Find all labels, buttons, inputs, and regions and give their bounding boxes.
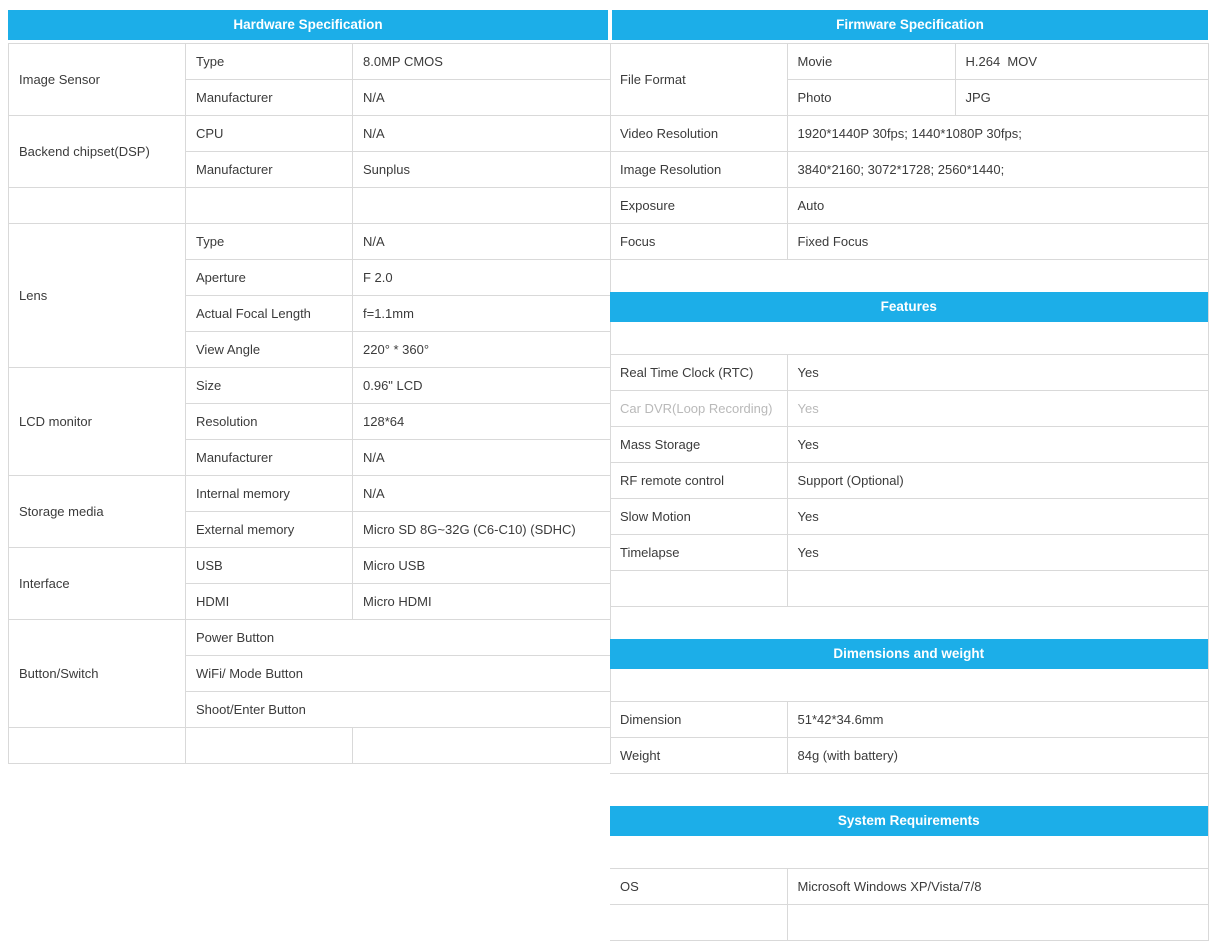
table-row xyxy=(610,499,1208,535)
spec-label-cell: USB xyxy=(186,548,353,584)
spec-label-cell: External memory xyxy=(186,512,353,548)
spec-label-cell: Photo xyxy=(787,80,955,116)
empty-cell xyxy=(610,905,787,941)
firmware-table xyxy=(610,43,1209,941)
spec-value-cell: Auto xyxy=(787,188,1208,224)
spec-label-cell: Internal memory xyxy=(186,476,353,512)
spec-value-cell: 84g (with battery) xyxy=(787,738,1208,774)
system-section-header: System Requirements xyxy=(610,806,1208,836)
spec-label-cell: Type xyxy=(186,44,353,80)
empty-cell xyxy=(9,728,186,764)
empty-cell xyxy=(186,188,353,224)
table-row xyxy=(610,116,1208,152)
spec-value-cell: Micro USB xyxy=(353,548,611,584)
spec-value-cell: 8.0MP CMOS xyxy=(353,44,611,80)
spec-value-cell: Micro HDMI xyxy=(353,584,611,620)
spec-label-cell: Manufacturer xyxy=(186,152,353,188)
table-row xyxy=(610,355,1208,391)
spec-label-cell: WiFi/ Mode Button xyxy=(186,656,611,692)
spec-label-cell: Slow Motion xyxy=(610,499,787,535)
spec-value-cell: N/A xyxy=(353,116,611,152)
spec-value-cell: Yes xyxy=(787,355,1208,391)
spec-value-cell: H.264 MOV xyxy=(955,44,1208,80)
table-row xyxy=(610,391,1208,427)
spec-sheet xyxy=(8,10,1208,941)
spec-label-cell: Shoot/Enter Button xyxy=(186,692,611,728)
spec-value-cell: N/A xyxy=(353,476,611,512)
table-row xyxy=(9,116,611,152)
spec-value-cell: 220° * 360° xyxy=(353,332,611,368)
table-row xyxy=(9,728,611,764)
category-cell: LCD monitor xyxy=(9,368,186,476)
spec-label-cell: Video Resolution xyxy=(610,116,787,152)
spec-value-cell: Yes xyxy=(787,499,1208,535)
table-row xyxy=(610,738,1208,774)
firmware-panel xyxy=(610,10,1208,941)
features-band-cell xyxy=(610,260,1208,355)
spec-value-cell: N/A xyxy=(353,224,611,260)
spec-value-cell: 0.96" LCD xyxy=(353,368,611,404)
table-row xyxy=(610,224,1208,260)
spec-label-cell: Exposure xyxy=(610,188,787,224)
spec-label-cell: Real Time Clock (RTC) xyxy=(610,355,787,391)
spec-value-cell: N/A xyxy=(353,440,611,476)
spec-label-cell: Manufacturer xyxy=(186,80,353,116)
hardware-table xyxy=(8,43,611,764)
spec-label-cell: HDMI xyxy=(186,584,353,620)
spec-label-cell: Type xyxy=(186,224,353,260)
features-section-header: Features xyxy=(610,292,1208,322)
spec-label-cell: Focus xyxy=(610,224,787,260)
table-row xyxy=(610,702,1208,738)
table-row xyxy=(610,463,1208,499)
table-row xyxy=(9,620,611,656)
spec-value-cell: Support (Optional) xyxy=(787,463,1208,499)
spec-label-cell: Timelapse xyxy=(610,535,787,571)
spec-label-cell: Aperture xyxy=(186,260,353,296)
category-cell: Lens xyxy=(9,224,186,368)
empty-cell xyxy=(186,728,353,764)
table-row xyxy=(610,188,1208,224)
spec-value-cell: Micro SD 8G~32G (C6-C10) (SDHC) xyxy=(353,512,611,548)
spec-label-cell: Manufacturer xyxy=(186,440,353,476)
table-row xyxy=(9,224,611,260)
hardware-section-header: Hardware Specification xyxy=(8,10,608,40)
table-row xyxy=(610,427,1208,463)
empty-cell xyxy=(787,571,1208,607)
empty-cell xyxy=(787,905,1208,941)
spec-label-cell: OS xyxy=(610,869,787,905)
spec-value-cell: Yes xyxy=(787,535,1208,571)
empty-cell xyxy=(9,188,186,224)
spec-label-cell: RF remote control xyxy=(610,463,787,499)
table-row xyxy=(9,44,611,80)
table-row xyxy=(610,774,1208,869)
spec-value-cell: Fixed Focus xyxy=(787,224,1208,260)
spec-value-cell: F 2.0 xyxy=(353,260,611,296)
category-cell: File Format xyxy=(610,44,787,116)
spec-label-cell: CPU xyxy=(186,116,353,152)
spec-value-cell: f=1.1mm xyxy=(353,296,611,332)
spec-label-cell: Actual Focal Length xyxy=(186,296,353,332)
table-row xyxy=(610,535,1208,571)
table-row xyxy=(610,905,1208,941)
table-row xyxy=(610,571,1208,607)
spec-label-cell: Dimension xyxy=(610,702,787,738)
table-row xyxy=(610,607,1208,702)
spec-value-cell: Yes xyxy=(787,427,1208,463)
spec-value-cell: Microsoft Windows XP/Vista/7/8 xyxy=(787,869,1208,905)
spec-value-cell: N/A xyxy=(353,80,611,116)
empty-cell xyxy=(353,728,611,764)
spec-value-cell: 51*42*34.6mm xyxy=(787,702,1208,738)
table-row xyxy=(9,476,611,512)
spec-label-cell: Movie xyxy=(787,44,955,80)
category-cell: Image Sensor xyxy=(9,44,186,116)
spec-label-cell: Size xyxy=(186,368,353,404)
spec-value-cell: Sunplus xyxy=(353,152,611,188)
spec-value-cell: Yes xyxy=(787,391,1208,427)
category-cell: Button/Switch xyxy=(9,620,186,728)
table-row xyxy=(9,548,611,584)
spec-label-cell: Car DVR(Loop Recording) xyxy=(610,391,787,427)
hardware-panel xyxy=(8,10,610,764)
dimensions-band-cell xyxy=(610,607,1208,702)
spec-label-cell: Image Resolution xyxy=(610,152,787,188)
spec-label-cell: Power Button xyxy=(186,620,611,656)
category-cell: Storage media xyxy=(9,476,186,548)
spec-label-cell: Weight xyxy=(610,738,787,774)
table-row xyxy=(610,260,1208,355)
empty-cell xyxy=(610,571,787,607)
table-row xyxy=(610,44,1208,80)
spec-label-cell: Mass Storage xyxy=(610,427,787,463)
table-row xyxy=(9,368,611,404)
empty-cell xyxy=(353,188,611,224)
category-cell: Interface xyxy=(9,548,186,620)
table-row xyxy=(610,152,1208,188)
dimensions-section-header: Dimensions and weight xyxy=(610,639,1208,669)
spec-value-cell: 128*64 xyxy=(353,404,611,440)
spec-value-cell: JPG xyxy=(955,80,1208,116)
category-cell: Backend chipset(DSP) xyxy=(9,116,186,188)
spec-value-cell: 3840*2160; 3072*1728; 2560*1440; xyxy=(787,152,1208,188)
spec-label-cell: Resolution xyxy=(186,404,353,440)
table-row xyxy=(9,188,611,224)
system-band-cell xyxy=(610,774,1208,869)
firmware-section-header: Firmware Specification xyxy=(612,10,1208,40)
spec-label-cell: View Angle xyxy=(186,332,353,368)
table-row xyxy=(610,869,1208,905)
spec-value-cell: 1920*1440P 30fps; 1440*1080P 30fps; xyxy=(787,116,1208,152)
